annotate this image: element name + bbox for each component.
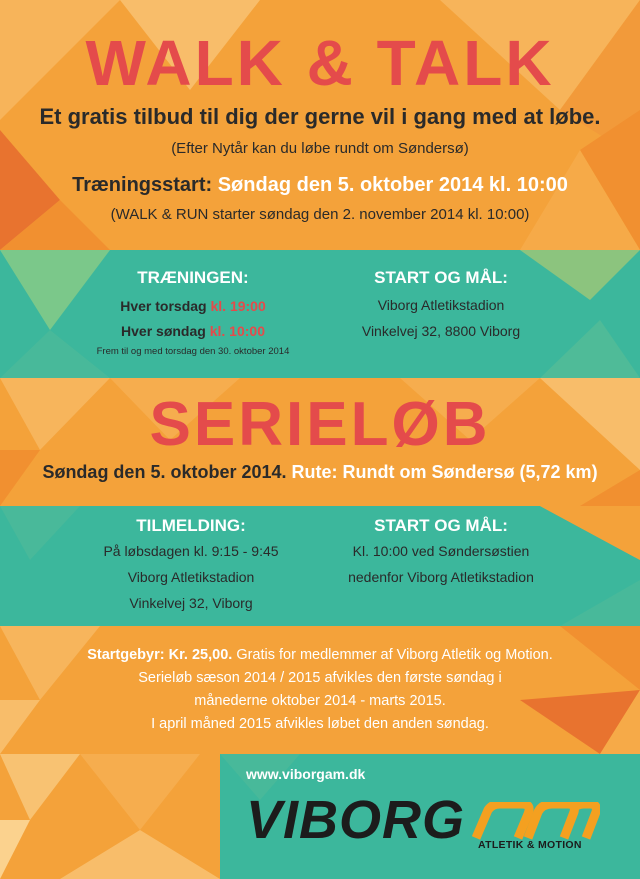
fee-line-2: Serieløb sæson 2014 / 2015 afvikles den første søndag i	[138, 670, 502, 686]
training-day-1: Hver torsdag	[120, 298, 207, 314]
fee-label: Startgebyr: Kr. 25,00.	[87, 647, 233, 663]
fee-line-1	[0, 644, 640, 667]
training-column	[78, 268, 308, 357]
training-time-1: kl. 19:00	[210, 298, 266, 314]
signup-line-1: På løbsdagen kl. 9:15 - 9:45	[103, 543, 279, 559]
signup-line-2: Viborg Atletikstadion	[127, 569, 255, 585]
training-start-label: Træningsstart:	[72, 174, 213, 196]
walk-subtitle: Et gratis tilbud til dig der gerne vil i gang med at løbe.	[39, 104, 601, 129]
fee-line-3: månederne oktober 2014 - marts 2015.	[194, 693, 446, 709]
training-start	[0, 174, 640, 197]
am-mark-icon	[472, 802, 600, 840]
walk-title: WALK & TALK	[85, 27, 555, 99]
training-row-1	[78, 294, 308, 319]
signup-heading: TILMELDING:	[136, 516, 246, 535]
start-goal-1-line-1: Viborg Atletikstadion	[377, 297, 505, 313]
start-goal-column-2	[326, 516, 556, 590]
series-route: Rute: Rundt om Søndersø (5,72 km)	[291, 462, 598, 482]
start-goal-2-line-1: Kl. 10:00 ved Søndersøstien	[352, 543, 530, 559]
viborg-logo	[246, 790, 596, 860]
start-goal-2-line-2: nedenfor Viborg Atletikstadion	[348, 569, 534, 585]
series-date: Søndag den 5. oktober 2014.	[42, 462, 287, 482]
series-info	[0, 462, 640, 483]
training-heading: TRÆNINGEN:	[137, 268, 249, 287]
fee-line-4: I april måned 2015 afvikles løbet den anden søndag.	[151, 716, 489, 732]
series-title: SERIELØB	[149, 390, 491, 459]
start-goal-heading-1: START OG MÅL:	[374, 268, 508, 287]
training-time-2: kl. 10:00	[209, 323, 265, 339]
fee-block	[0, 644, 640, 736]
training-footnote: Frem til og med torsdag den 30. oktober 2014	[96, 346, 290, 357]
training-day-2: Hver søndag	[121, 323, 206, 339]
training-row-2	[78, 319, 308, 344]
signup-column	[76, 516, 306, 616]
logo-word: VIBORG	[246, 790, 466, 850]
walk-note: (Efter Nytår kan du løbe rundt om Søndersø)	[171, 140, 469, 157]
start-goal-column-1	[326, 268, 556, 344]
start-goal-heading-2: START OG MÅL:	[374, 516, 508, 535]
website-link[interactable]: www.viborgam.dk	[246, 766, 366, 782]
training-start-value: Søndag den 5. oktober 2014 kl. 10:00	[217, 174, 568, 196]
logo-subtitle: ATLETIK & MOTION	[478, 839, 582, 851]
fee-text: Gratis for medlemmer af Viborg Atletik og Motion.	[236, 647, 553, 663]
start-goal-1-line-2: Vinkelvej 32, 8800 Viborg	[361, 323, 521, 339]
walk-run-note: (WALK & RUN starter søndag den 2. november 2014 kl. 10:00)	[110, 206, 530, 223]
signup-line-3: Vinkelvej 32, Viborg	[129, 595, 253, 611]
